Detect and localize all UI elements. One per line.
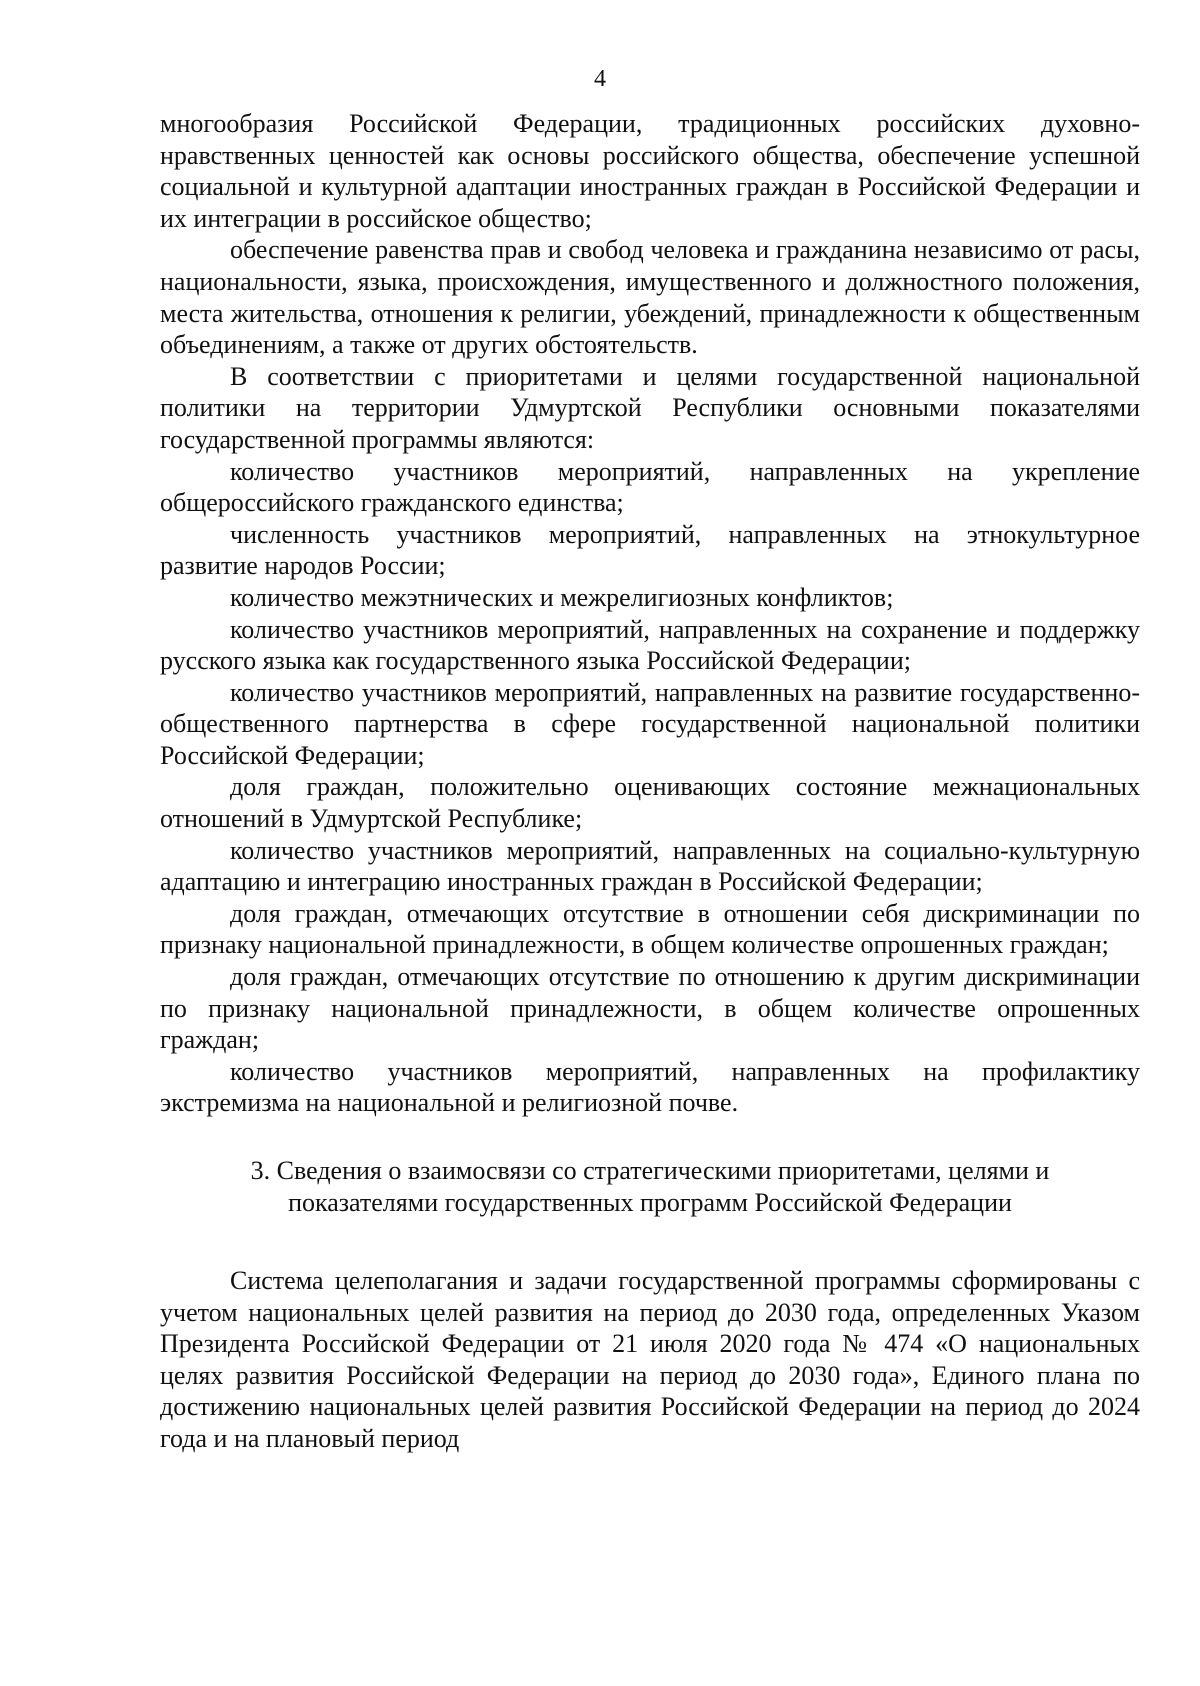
paragraph: многообразия Российской Федерации, традиционных российских духовно-нравственных ценностей как основы российского общества, обеспечение успешной социальной и культурной адаптации иностранных граждан в Российской Федерации и их интеграции в российское общество; [160,109,1140,233]
list-item-indicator: доля граждан, положительно оценивающих состояние межнациональных отношений в Удмуртской Республике; [160,772,1140,834]
paragraphs-before-heading [160,108,1140,1119]
list-item-indicator: количество межэтнических и межрелигиозных конфликтов; [230,582,894,612]
list-item-indicator: количество участников мероприятий, направленных на социально-культурную адаптацию и интеграцию иностранных граждан в Российской Федерации; [160,835,1140,897]
document-body [160,108,1140,1455]
list-item-indicator: количество участников мероприятий, направленных на сохранение и поддержку русского языка как государственного языка Российской Федерации; [160,614,1140,676]
paragraph: обеспечение равенства прав и свобод человека и гражданина независимо от расы, национальности, языка, происхождения, имущественного и должностного положения, места жительства, отношения к религии, убеждений, принадлежности к общественным объединениям, а также от других обстоятельств. [160,235,1140,360]
list-item-indicator: количество участников мероприятий, направленных на укрепление общероссийского гражданского единства; [160,456,1140,518]
list-item-indicator: доля граждан, отмечающих отсутствие в отношении себя дискриминации по признаку национальной принадлежности, в общем количестве опрошенных граждан; [160,898,1140,960]
list-item-indicator: количество участников мероприятий, направленных на развитие государственно-общественного партнерства в сфере государственной национальной политики Российской Федерации; [160,677,1140,770]
section-heading-line-1: 3. Сведения о взаимосвязи со стратегическими приоритетами, целями и [250,1156,1050,1185]
list-item-indicator: количество участников мероприятий, направленных на профилактику экстремизма на национальной и религиозной почве. [160,1056,1140,1118]
paragraphs-after-heading [160,1265,1140,1455]
section-heading [160,1155,1140,1219]
paragraph: В соответствии с приоритетами и целями государственной национальной политики на территории Удмуртской Республики основными показателями государственной программы являются: [160,361,1140,454]
list-item-indicator: численность участников мероприятий, направленных на этнокультурное развитие народов России; [160,519,1140,581]
section-heading-line-2: показателями государственных программ Российской Федерации [288,1188,1012,1217]
list-item-indicator: доля граждан, отмечающих отсутствие по отношению к другим дискриминации по признаку национальной принадлежности, в общем количестве опрошенных граждан; [160,962,1140,1055]
paragraph: Система целеполагания и задачи государственной программы сформированы с учетом национальных целей развития на период до 2030 года, определенных Указом Президента Российской Федерации от 21 июля 2020 года № 474 «О национальных целях развития Российской Федерации на период до 2030 года», Единого плана по достижению национальных целей развития Российской Федерации на период до 2024 года и на плановый период [160,1266,1140,1453]
page-number: 4 [594,66,606,92]
